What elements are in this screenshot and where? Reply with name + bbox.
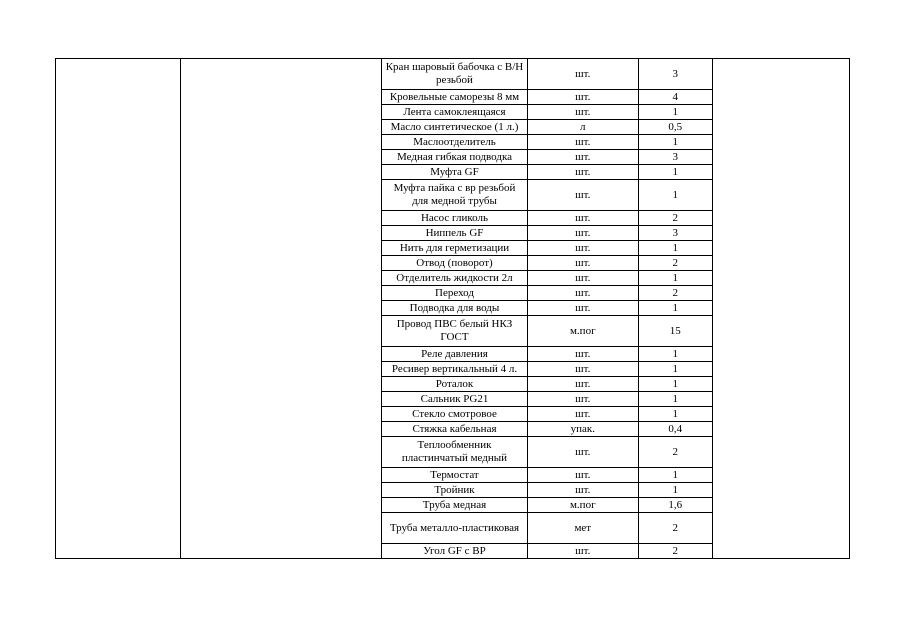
item-unit-cell: шт. bbox=[527, 59, 638, 90]
item-unit-cell: шт. bbox=[527, 135, 638, 150]
item-unit-cell: шт. bbox=[527, 468, 638, 483]
item-unit-cell: шт. bbox=[527, 105, 638, 120]
item-name-cell: Стяжка кабельная bbox=[382, 422, 527, 437]
item-name-cell: Отделитель жидкости 2л bbox=[382, 271, 527, 286]
item-qty-cell: 1 bbox=[638, 347, 712, 362]
item-name-cell: Тройник bbox=[382, 483, 527, 498]
item-name-cell: Труба медная bbox=[382, 498, 527, 513]
item-unit-cell: шт. bbox=[527, 286, 638, 301]
item-unit-cell: шт. bbox=[527, 483, 638, 498]
item-qty-cell: 0,5 bbox=[638, 120, 712, 135]
item-name-cell: Термостат bbox=[382, 468, 527, 483]
item-qty-cell: 1 bbox=[638, 105, 712, 120]
item-name-cell: Кровельные саморезы 8 мм bbox=[382, 90, 527, 105]
item-qty-cell: 1 bbox=[638, 483, 712, 498]
item-name-cell: Ресивер вертикальный 4 л. bbox=[382, 362, 527, 377]
item-qty-cell: 1 bbox=[638, 301, 712, 316]
item-qty-cell: 2 bbox=[638, 211, 712, 226]
item-qty-cell: 2 bbox=[638, 544, 712, 559]
item-name-cell: Теплообменник пластинчатый медный bbox=[382, 437, 527, 468]
item-name-cell: Ниппель GF bbox=[382, 226, 527, 241]
item-name-cell: Переход bbox=[382, 286, 527, 301]
item-name-cell: Сальник PG21 bbox=[382, 392, 527, 407]
table-row bbox=[56, 59, 850, 90]
item-qty-cell: 3 bbox=[638, 226, 712, 241]
item-unit-cell: м.пог bbox=[527, 316, 638, 347]
item-unit-cell: шт. bbox=[527, 165, 638, 180]
item-qty-cell: 1 bbox=[638, 377, 712, 392]
item-name-cell: Стекло смотровое bbox=[382, 407, 527, 422]
item-name-cell: Маслоотделитель bbox=[382, 135, 527, 150]
item-name-cell: Подводка для воды bbox=[382, 301, 527, 316]
materials-table bbox=[55, 58, 850, 559]
item-unit-cell: шт. bbox=[527, 90, 638, 105]
merged-empty-cell-3 bbox=[712, 59, 849, 559]
item-qty-cell: 2 bbox=[638, 513, 712, 544]
item-unit-cell: шт. bbox=[527, 211, 638, 226]
item-unit-cell: л bbox=[527, 120, 638, 135]
item-name-cell: Насос гликоль bbox=[382, 211, 527, 226]
item-qty-cell: 2 bbox=[638, 256, 712, 271]
item-name-cell: Роталок bbox=[382, 377, 527, 392]
item-name-cell: Реле давления bbox=[382, 347, 527, 362]
item-name-cell: Нить для герметизации bbox=[382, 241, 527, 256]
item-name-cell: Отвод (поворот) bbox=[382, 256, 527, 271]
item-unit-cell: шт. bbox=[527, 150, 638, 165]
item-name-cell: Угол GF с ВР bbox=[382, 544, 527, 559]
item-name-cell: Муфта GF bbox=[382, 165, 527, 180]
item-name-cell: Лента самоклеящаяся bbox=[382, 105, 527, 120]
item-qty-cell: 1 bbox=[638, 362, 712, 377]
item-qty-cell: 0,4 bbox=[638, 422, 712, 437]
item-unit-cell: м.пог bbox=[527, 498, 638, 513]
item-unit-cell: мет bbox=[527, 513, 638, 544]
item-qty-cell: 1 bbox=[638, 165, 712, 180]
merged-empty-cell-2 bbox=[181, 59, 382, 559]
item-unit-cell: шт. bbox=[527, 180, 638, 211]
item-qty-cell: 15 bbox=[638, 316, 712, 347]
item-qty-cell: 1 bbox=[638, 135, 712, 150]
item-qty-cell: 1,6 bbox=[638, 498, 712, 513]
item-unit-cell: шт. bbox=[527, 437, 638, 468]
item-name-cell: Провод ПВС белый НКЗ ГОСТ bbox=[382, 316, 527, 347]
item-qty-cell: 1 bbox=[638, 241, 712, 256]
item-unit-cell: шт. bbox=[527, 407, 638, 422]
merged-empty-cell-1 bbox=[56, 59, 181, 559]
item-qty-cell: 1 bbox=[638, 407, 712, 422]
item-qty-cell: 3 bbox=[638, 59, 712, 90]
item-unit-cell: шт. bbox=[527, 226, 638, 241]
item-unit-cell: шт. bbox=[527, 362, 638, 377]
item-qty-cell: 4 bbox=[638, 90, 712, 105]
item-unit-cell: шт. bbox=[527, 241, 638, 256]
item-name-cell: Муфта пайка с вр резьбой для медной трубы bbox=[382, 180, 527, 211]
item-unit-cell: упак. bbox=[527, 422, 638, 437]
item-qty-cell: 3 bbox=[638, 150, 712, 165]
item-qty-cell: 1 bbox=[638, 392, 712, 407]
item-qty-cell: 1 bbox=[638, 271, 712, 286]
item-name-cell: Труба металло-пластиковая bbox=[382, 513, 527, 544]
item-unit-cell: шт. bbox=[527, 392, 638, 407]
item-name-cell: Медная гибкая подводка bbox=[382, 150, 527, 165]
item-unit-cell: шт. bbox=[527, 347, 638, 362]
item-unit-cell: шт. bbox=[527, 256, 638, 271]
item-unit-cell: шт. bbox=[527, 377, 638, 392]
item-qty-cell: 2 bbox=[638, 286, 712, 301]
item-qty-cell: 1 bbox=[638, 468, 712, 483]
item-name-cell: Кран шаровый бабочка с В/Н резьбой bbox=[382, 59, 527, 90]
item-unit-cell: шт. bbox=[527, 544, 638, 559]
item-unit-cell: шт. bbox=[527, 301, 638, 316]
item-qty-cell: 1 bbox=[638, 180, 712, 211]
item-name-cell: Масло синтетическое (1 л.) bbox=[382, 120, 527, 135]
item-qty-cell: 2 bbox=[638, 437, 712, 468]
item-unit-cell: шт. bbox=[527, 271, 638, 286]
materials-table-body bbox=[56, 59, 850, 559]
